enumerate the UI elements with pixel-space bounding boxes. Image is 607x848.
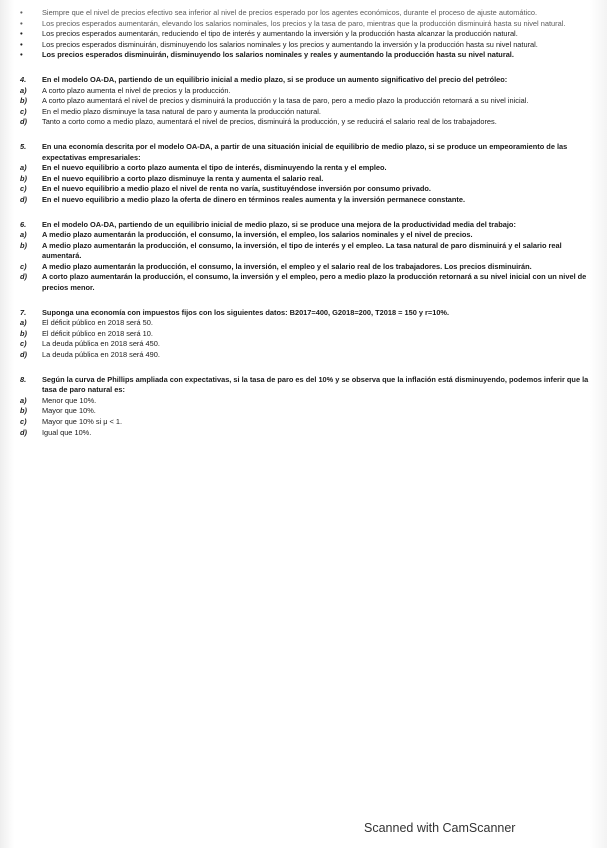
question-text: Según la curva de Phillips ampliada con expectativas, si la tasa de paro es del 10% y se observa que la inflación está disminuyendo, podemos inferir que la tasa de paro natural es: <box>42 374 589 395</box>
question-stem <box>20 220 598 231</box>
question-number: 4. <box>20 74 27 84</box>
option-label: a) <box>20 163 27 173</box>
option-label: a) <box>20 85 27 95</box>
option-label: a) <box>20 230 27 240</box>
question-6 <box>20 220 598 294</box>
option-label: • <box>20 18 23 28</box>
option-d <box>20 350 598 361</box>
option-label: d) <box>20 117 27 127</box>
option-label: c) <box>20 261 27 271</box>
option-label: d) <box>20 272 27 282</box>
exam-content <box>20 8 598 438</box>
option-text: Tanto a corto como a medio plazo, aumentará el nivel de precios, disminuirá la producción, y se reducirá el salario real de los trabajadores. <box>42 117 497 127</box>
question-7 <box>20 308 598 361</box>
option-label: b) <box>20 96 27 106</box>
question-stem <box>20 375 598 396</box>
option-label: a) <box>20 395 27 405</box>
question-number: 7. <box>20 307 27 317</box>
option-d <box>20 195 598 206</box>
option-label: c) <box>20 106 27 116</box>
top-option <box>20 40 598 51</box>
option-label: d) <box>20 194 27 204</box>
top-option <box>20 19 598 30</box>
option-label: c) <box>20 417 27 426</box>
option-label: b) <box>20 328 27 338</box>
question-stem <box>20 75 598 86</box>
option-label: c) <box>20 339 27 349</box>
option-label: d) <box>20 427 27 437</box>
option-text: Los precios esperados aumentarán, reduciendo el tipo de interés y aumentando la inversión y la producción hasta alcanzar la producción natural. <box>42 29 518 39</box>
question-text: En una economía descrita por el modelo OA-DA, a partir de una situación inicial de equilibrio de medio plazo, si se produce un empeoramiento de las expectativas empresariales: <box>42 141 568 162</box>
option-text: A corto plazo aumentarán la producción, el consumo, la inversión y el empleo, pero a medio plazo la producción retornará a su nivel inicial con un nivel de precios menor. <box>42 272 587 293</box>
scanner-watermark: Scanned with CamScanner <box>364 821 516 835</box>
option-text: Mayor que 10% si μ < 1. <box>42 417 123 426</box>
question-stem <box>20 142 598 163</box>
option-text: A medio plazo aumentarán la producción, el consumo, la inversión, el empleo, los salarios nominales y el nivel de precios. <box>42 230 473 240</box>
option-text: En el medio plazo disminuye la tasa natural de paro y aumenta la producción natural. <box>42 106 321 116</box>
option-text: En el nuevo equilibrio a medio plazo el nivel de renta no varía, sustituyéndose inversión por consumo privado. <box>42 184 431 194</box>
option-c <box>20 184 598 195</box>
question-text: En el modelo OA-DA, partiendo de un equilibrio inicial a medio plazo, si se produce un aumento significativo del precio del petróleo: <box>42 74 508 84</box>
question-text: En el modelo OA-DA, partiendo de un equilibrio inicial de medio plazo, si se produce una mejora de la productividad media del trabajo: <box>42 219 516 229</box>
option-text: A corto plazo aumentará el nivel de precios y disminuirá la producción y la tasa de paro, pero a medio plazo la producción retornará a su nivel inicial. <box>42 96 529 106</box>
option-c <box>20 339 598 350</box>
option-label: b) <box>20 406 27 416</box>
option-a <box>20 230 598 241</box>
option-label: c) <box>20 184 27 194</box>
option-text: Los precios esperados aumentarán, elevando los salarios nominales, los precios y la tasa de paro, mientras que la producción disminuirá hasta su nivel natural. <box>42 18 566 28</box>
question-text: Suponga una economía con impuestos fijos con los siguientes datos: B2017=400, G2018=200, T2018 = 150 y r=10%. <box>42 307 450 317</box>
option-text: La deuda pública en 2018 será 450. <box>42 339 160 349</box>
option-a <box>20 396 598 407</box>
option-text: A medio plazo aumentarán la producción, el consumo, la inversión, el empleo y el salario real de los trabajadores. Los precios disminuirán. <box>42 261 532 271</box>
option-text: La deuda pública en 2018 será 490. <box>42 350 160 360</box>
option-d <box>20 117 598 128</box>
option-label: • <box>20 39 23 49</box>
option-c <box>20 417 598 428</box>
question-number: 6. <box>20 219 27 229</box>
option-b <box>20 406 598 417</box>
option-text: Igual que 10%. <box>42 427 92 437</box>
top-option <box>20 50 598 61</box>
option-text: Mayor que 10%. <box>42 406 96 416</box>
option-label: b) <box>20 173 27 183</box>
option-label: • <box>20 29 23 39</box>
option-a <box>20 163 598 174</box>
option-text: Menor que 10%. <box>42 395 97 405</box>
option-text: Los precios esperados disminuirán, disminuyendo los salarios nominales y los precios y aumentando la inversión y la producción hasta su nivel natural. <box>42 39 538 49</box>
option-b <box>20 329 598 340</box>
option-label: d) <box>20 350 27 360</box>
option-c <box>20 107 598 118</box>
option-text: A medio plazo aumentarán la producción, el consumo, la inversión, el tipo de interés y el empleo. La tasa natural de paro disminuirá y el salario real aumentará. <box>42 240 562 261</box>
question-number: 8. <box>20 374 27 384</box>
option-label: a) <box>20 318 27 328</box>
top-option <box>20 29 598 40</box>
question-stem <box>20 308 598 319</box>
top-option <box>20 8 598 19</box>
top-options <box>20 8 598 61</box>
option-a <box>20 86 598 97</box>
option-d <box>20 272 598 293</box>
option-text: En el nuevo equilibrio a corto plazo disminuye la renta y aumenta el salario real. <box>42 173 324 183</box>
option-b <box>20 96 598 107</box>
option-text: Los precios esperados disminuirán, disminuyendo los salarios nominales y reales y aumentando la producción hasta su nivel natural. <box>42 50 514 60</box>
option-c <box>20 262 598 273</box>
option-a <box>20 318 598 329</box>
option-b <box>20 174 598 185</box>
option-text: A corto plazo aumenta el nivel de precios y la producción. <box>42 85 231 95</box>
option-d <box>20 428 598 439</box>
option-text: Siempre que el nivel de precios efectivo sea inferior al nivel de precios esperado por los agentes económicos, durante el proceso de ajuste automático. <box>42 8 538 17</box>
question-number: 5. <box>20 141 27 151</box>
option-label: • <box>20 50 23 60</box>
question-5 <box>20 142 598 206</box>
option-label: • <box>20 8 23 17</box>
question-4 <box>20 75 598 128</box>
option-text: El déficit público en 2018 será 10. <box>42 328 153 338</box>
option-b <box>20 241 598 262</box>
option-text: En el nuevo equilibrio a corto plazo aumenta el tipo de interés, disminuyendo la renta y el empleo. <box>42 163 387 173</box>
option-text: El déficit público en 2018 será 50. <box>42 318 153 328</box>
option-label: b) <box>20 240 27 250</box>
option-text: En el nuevo equilibrio a medio plazo la oferta de dinero en términos reales aumenta y la inversión permanece constante. <box>42 194 466 204</box>
question-8 <box>20 375 598 439</box>
